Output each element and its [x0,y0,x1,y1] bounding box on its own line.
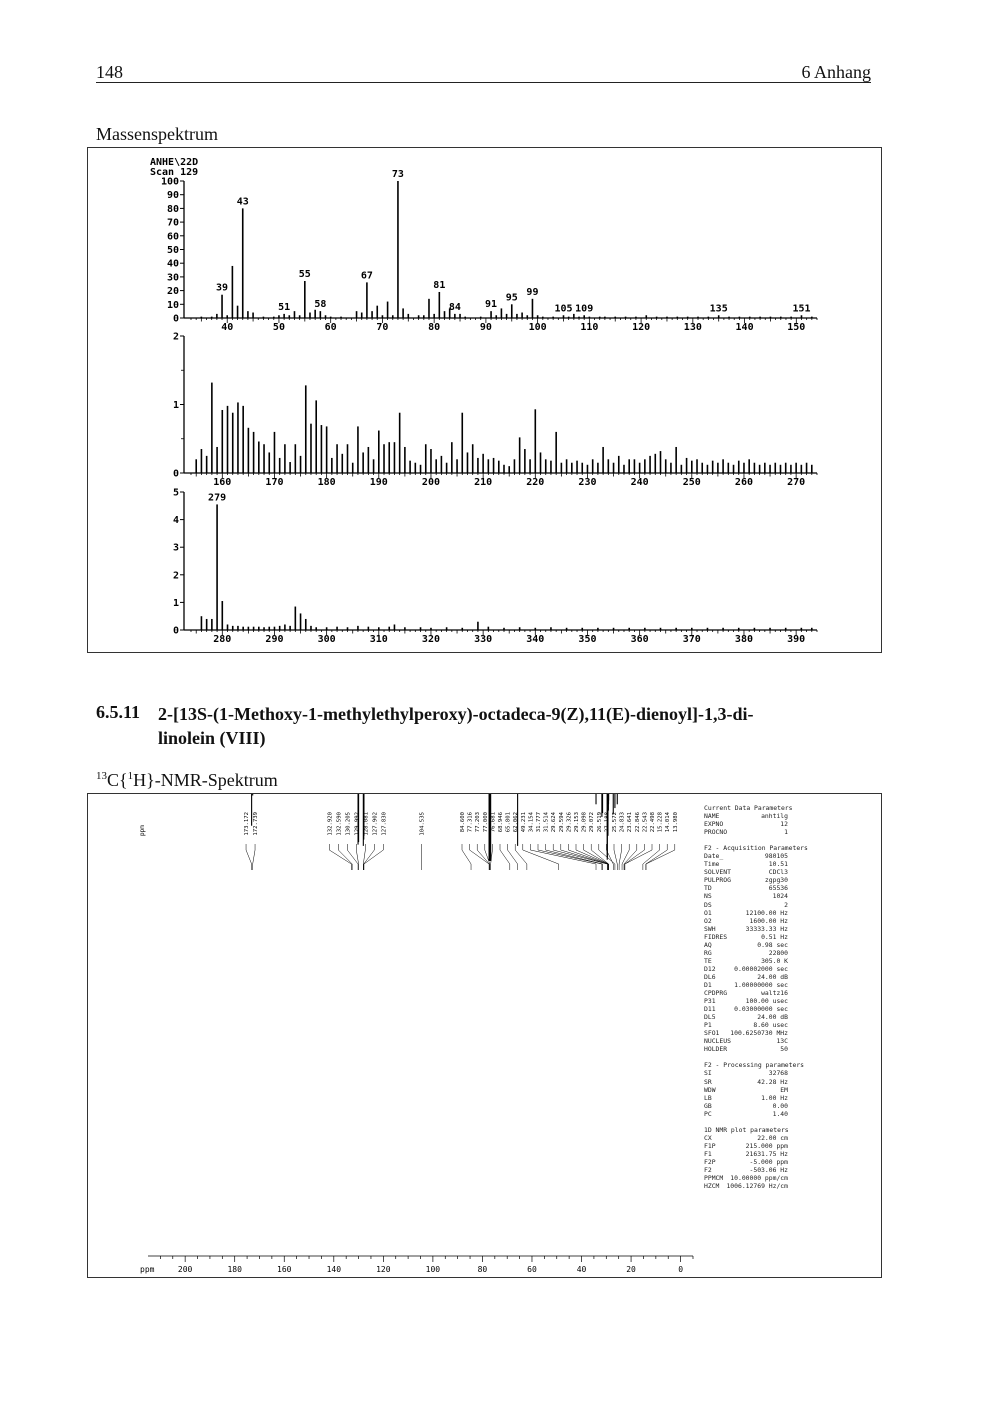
param-key: DS [704,900,712,909]
param-value: 1006.12769 Hz/cm [726,1182,788,1191]
ms-y-tick-label: 0 [172,625,179,637]
param-value: 65536 [768,884,788,893]
ms-x-tick-label: 350 [578,634,597,645]
param-row [704,973,874,981]
ms-x-tick-label: 340 [526,634,545,645]
ms-y-tick-label: 40 [166,258,179,270]
ms-x-tick-label: 60 [324,322,337,333]
ms-y-tick-label: 30 [166,272,179,284]
nmr-peak-label: 34.154 [528,812,535,833]
param-value: 2 [784,900,788,909]
param-value: 0.00 [772,1101,788,1110]
param-key: O2 [704,916,712,925]
nmr-peak-label: 13.980 [672,812,679,833]
nmr-peak-label: 27.188 [604,812,611,833]
param-row [704,1102,874,1110]
param-value: 24.00 dB [757,1013,788,1022]
ms-y-tick-label: 0 [172,468,179,480]
ms-y-tick-label: 90 [166,190,179,202]
param-value: 22.00 cm [757,1133,788,1142]
section-title-line1: 2-[13S-(1-Methoxy-1-methylethylperoxy)-octadeca-9(Z),11(E)-dienoyl]-1,3-di- [158,704,754,724]
param-row [704,1166,874,1174]
param-value: EM [780,1085,788,1094]
param-row [704,884,874,892]
nmr-peak-label: 49.231 [520,812,527,833]
param-key: HZCM [704,1182,720,1191]
param-value: 0.03000000 sec [734,1005,788,1014]
ms-x-tick-label: 250 [682,477,701,488]
param-key: NAME [704,812,720,821]
param-key: P31 [704,997,716,1006]
param-key: PULPROG [704,876,731,885]
ms-x-tick-label: 370 [682,634,701,645]
param-row [704,1005,874,1013]
param-key: RG [704,948,712,957]
ms-peak-label: 91 [485,299,498,311]
ms-x-tick-label: 50 [272,322,285,333]
ms-x-tick-label: 310 [369,634,388,645]
param-value: waltz16 [761,989,788,998]
nmr-peak-label: 65.801 [505,812,512,833]
param-key: AQ [704,940,712,949]
param-row [704,965,874,973]
nmr-peak-label: 68.946 [498,812,504,833]
nmr-leader-line [619,844,621,870]
ms-y-tick-label: 20 [166,286,179,298]
param-value: -5.000 ppm [749,1157,788,1166]
ms-y-tick-label: 70 [166,217,179,229]
mass-spectrum-figure [87,147,882,653]
param-row [704,1134,874,1142]
nmr-peak-label: 77.316 [467,812,474,833]
param-value: anhtilg [761,812,788,821]
ms-peak-label: 95 [505,292,518,304]
param-value: 100.6250730 MHz [730,1029,788,1038]
param-value: 0.00002000 sec [734,964,788,973]
nmr-peak-label: 26.519 [596,812,603,833]
ms-x-tick-label: 360 [630,634,649,645]
ms-x-tick-label: 180 [317,477,336,488]
nmr-x-tick-label: 140 [326,1265,342,1274]
nmr-peak-label: 132.590 [336,812,343,836]
nmr-x-tick-label: 80 [477,1265,488,1274]
nmr-leader-line [515,844,527,870]
ms-x-tick-label: 240 [630,477,649,488]
param-key: WDW [704,1085,716,1094]
param-value: 305.0 K [761,956,788,965]
ms-x-tick-label: 230 [578,477,597,488]
nmr-leader-line [364,844,383,870]
param-key: TD [704,884,712,893]
param-row [704,917,874,925]
nmr-leader-line [614,844,617,870]
nmr-leader-line [546,844,603,870]
param-key: F1P [704,1141,716,1150]
param-row [704,1142,874,1150]
ms-peak-label: 109 [575,303,594,315]
ms-x-tick-label: 130 [683,322,702,333]
nmr-leader-line [625,844,652,870]
ms-x-tick-label: 80 [428,322,441,333]
param-value: 980105 [764,852,788,861]
ms-file-label: ANHE\22D [150,157,199,168]
nmr-peak-label: 29.624 [551,812,558,833]
nmr-x-tick-label: 40 [576,1265,587,1274]
param-row [704,852,874,860]
param-value: 24.00 dB [757,972,788,981]
nmr-peak-label: 127.830 [381,812,388,836]
param-section-title: 1D NMR plot parameters [704,1125,789,1134]
param-row [704,1045,874,1053]
nmr-leader-line [500,844,510,870]
nmr-peak-label: 31.514 [543,812,550,833]
nmr-leader-line [561,844,608,870]
ms-y-tick-label: 4 [172,515,179,527]
ms-peak-label: 279 [208,492,227,504]
nmr-peak-label: 132.920 [327,812,334,836]
param-value: 1.00000000 sec [734,980,788,989]
param-row [704,892,874,900]
ms-y-tick-label: 2 [172,331,179,343]
param-key: P1 [704,1021,712,1030]
param-section-title: F2 - Acquisition Parameters [704,844,808,853]
nmr-peak-label: 77.000 [482,812,489,833]
param-key: NS [704,892,712,901]
ms-x-tick-label: 220 [526,477,545,488]
param-row [704,941,874,949]
param-row [704,1078,874,1086]
ms-x-tick-label: 300 [317,634,336,645]
param-row [704,1150,874,1158]
nmr-peak-label: 84.600 [460,812,466,833]
param-key: D1 [704,980,712,989]
nmr-caption: $^{13}$C{$^1$H}-NMR-Spektrum [96,770,278,790]
ms-x-tick-label: 280 [213,634,232,645]
ms-peak-label: 81 [433,279,446,291]
param-value: 12100.00 Hz [745,908,788,917]
nmr-leader-line [329,844,351,870]
nmr-leader-line [591,844,608,870]
mass-spectrum-caption: Massenspektrum [96,124,218,144]
ms-y-tick-label: 60 [166,231,179,243]
param-key: Date_ [704,852,724,861]
chapter-title: 6 Anhang [801,62,871,82]
ms-peak-label: 55 [298,269,311,281]
param-key: PPMCM [704,1174,724,1183]
nmr-peak-label: 25.572 [612,812,618,833]
param-key: SFO1 [704,1029,720,1038]
nmr-peak-label: 22.498 [650,812,656,833]
nmr-leader-line [646,844,675,870]
param-key: D11 [704,1005,716,1014]
ms-peak-label: 151 [792,303,811,315]
section-title-line2: linolein (VIII) [158,728,266,748]
nmr-peak-label: 22.846 [634,812,641,833]
nmr-peak-label: 62.062 [513,812,520,833]
param-value: 10.51 [768,860,788,869]
param-value: 50 [780,1045,788,1054]
nmr-top-ppm-label: ppm [139,825,146,836]
param-row [704,957,874,965]
nmr-leader-line [625,844,645,870]
nmr-x-tick-label: 60 [527,1265,537,1274]
param-value: 1024 [772,892,788,901]
nmr-leader-line [470,844,489,870]
ms-x-tick-label: 100 [528,322,547,333]
nmr-peak-label: 129.992 [354,812,361,836]
ms-x-tick-label: 390 [787,634,806,645]
ms-x-tick-label: 260 [734,477,753,488]
param-key: F1 [704,1149,712,1158]
header-rule [96,82,871,83]
nmr-x-tick-label: 120 [376,1265,391,1274]
ms-x-tick-label: 210 [474,477,493,488]
nmr-x-tick-label: 100 [425,1265,441,1274]
param-key: PROCNO [704,828,728,837]
ms-x-tick-label: 140 [735,322,754,333]
param-row [704,1110,874,1118]
ms-y-tick-label: 3 [172,542,179,554]
param-key: NUCLEUS [704,1037,731,1046]
ms-y-tick-label: 0 [172,313,179,325]
param-key: D12 [704,964,716,973]
param-value: 13C [776,1037,788,1046]
nmr-peak-label: 24.833 [619,812,626,833]
nmr-peak-label: 23.641 [627,812,634,833]
param-section-title: F2 - Processing parameters [704,1061,805,1070]
ms-y-tick-label: 2 [172,570,179,582]
param-value: -503.06 Hz [749,1165,788,1174]
nmr-peak-label: 29.594 [558,812,565,833]
ms-x-tick-label: 110 [580,322,599,333]
param-key: O1 [704,908,712,917]
ms-x-tick-label: 190 [369,477,388,488]
param-value: 32768 [768,1069,788,1078]
param-key: SWH [704,924,716,933]
param-value: 42.28 Hz [757,1077,788,1086]
ms-x-tick-label: 90 [479,322,492,333]
nmr-leader-line [253,844,255,870]
param-key: HOLDER [704,1045,728,1054]
nmr-peak-label: 29.072 [589,812,596,833]
mass-spectrum-svg [88,148,881,652]
ms-x-tick-label: 70 [376,322,389,333]
nmr-peak-label: 128.081 [363,812,370,836]
param-key: EXPNO [704,820,724,829]
nmr-peak-label: 173.172 [244,812,251,836]
nmr-peak-label: 76.681 [490,812,497,833]
param-row [704,1174,874,1182]
ms-x-tick-label: 120 [632,322,651,333]
ms-peak-label: 58 [314,299,327,311]
ms-x-tick-label: 40 [221,322,234,333]
param-value: 0.51 Hz [761,932,788,941]
param-row [704,1086,874,1094]
ms-peak-label: 99 [526,286,539,298]
ms-x-tick-label: 330 [474,634,493,645]
nmr-peak-label: 29.098 [581,812,588,833]
param-row [704,933,874,941]
param-key: DL5 [704,1013,716,1022]
ms-x-tick-label: 200 [421,477,440,488]
param-row [704,909,874,917]
ms-scan-label: Scan 129 [150,167,199,178]
nmr-peak-label: 29.153 [574,812,580,833]
param-row [704,997,874,1005]
ms-peak-label: 135 [709,303,728,315]
param-row [704,949,874,957]
nmr-peak-label: 77.203 [475,812,482,833]
nmr-peak-label: 29.326 [566,812,573,833]
param-key: CPDPRG [704,989,728,998]
nmr-peak-label: 130.205 [345,812,352,836]
ms-x-tick-label: 270 [787,477,806,488]
param-key: PC [704,1109,712,1118]
param-value: 22800 [768,948,788,957]
nmr-peak-label: 31.777 [536,812,542,833]
param-key: FIDRES [704,932,728,941]
param-key: SR [704,1077,712,1086]
nmr-x-tick-label: 200 [177,1265,193,1274]
ms-x-tick-label: 290 [265,634,284,645]
param-key: SI [704,1069,712,1078]
param-value: 21631.75 Hz [745,1149,788,1158]
param-row [704,1069,874,1077]
param-row [704,876,874,884]
param-key: SOLVENT [704,868,731,877]
nmr-peak-label: 22.543 [642,812,649,833]
nmr-leader-line [622,844,629,870]
nmr-x-tick-label: 160 [277,1265,292,1274]
param-key: CX [704,1133,712,1142]
param-row [704,1094,874,1102]
nmr-peak-label: 104.535 [419,812,426,836]
param-key: LB [704,1093,712,1102]
ms-peak-label: 105 [554,303,573,315]
param-row [704,1158,874,1166]
ms-x-tick-label: 380 [734,634,753,645]
param-row [704,828,874,836]
param-row [704,1182,874,1190]
nmr-peak-label: 127.902 [372,812,379,836]
param-row [704,820,874,828]
ms-y-tick-label: 5 [172,487,179,499]
page-number: 148 [96,62,123,82]
section-number: 6.5.11 [96,702,141,722]
param-row [704,1021,874,1029]
ms-x-tick-label: 160 [213,477,232,488]
ms-y-tick-label: 80 [166,203,179,215]
ms-y-tick-label: 10 [166,299,179,311]
nmr-parameters [704,804,874,1190]
param-row [704,1029,874,1037]
param-value: 33333.33 Hz [745,924,788,933]
param-value: 10.00000 ppm/cm [730,1174,788,1183]
param-value: 100.00 usec [745,997,788,1006]
param-value: CDCl3 [768,868,788,877]
ms-y-tick-label: 50 [166,245,179,256]
param-key: F2 [704,1165,712,1174]
param-value: 1.00 Hz [761,1093,788,1102]
param-value: 0.98 sec [757,940,788,949]
nmr-x-tick-label: 180 [227,1265,242,1274]
param-key: DL6 [704,972,716,981]
param-row [704,860,874,868]
nmr-x-tick-label: 0 [678,1265,684,1274]
ms-peak-label: 67 [360,270,373,282]
param-value: zgpg30 [764,876,788,885]
param-row [704,1037,874,1045]
nmr-peak-label: 172.739 [253,812,260,836]
ms-x-tick-label: 150 [787,322,806,333]
param-row [704,981,874,989]
param-value: 1600.00 Hz [749,916,788,925]
ms-peak-label: 39 [216,282,229,294]
ms-peak-label: 51 [278,301,291,313]
nmr-peak-label: 15.228 [657,812,664,833]
nmr-x-tick-label: 20 [626,1265,636,1274]
ms-peak-label: 43 [236,196,249,208]
nmr-leader-line [643,844,660,870]
param-row [704,901,874,909]
param-key: Time [704,860,720,869]
param-value: 1 [784,828,788,837]
param-row [704,989,874,997]
ms-peak-label: 84 [448,301,461,313]
param-row [704,1013,874,1021]
param-row [704,868,874,876]
section-title [158,702,878,750]
ms-x-tick-label: 320 [421,634,440,645]
param-key: F2P [704,1157,716,1166]
param-value: 12 [780,820,788,829]
param-value: 1.40 [772,1109,788,1118]
nmr-leader-line [553,844,607,870]
param-value: 215.000 ppm [745,1141,788,1150]
nmr-axis-unit: ppm [140,1265,155,1274]
ms-y-tick-label: 100 [160,176,179,188]
nmr-peak-label: 14.014 [665,812,672,833]
param-row [704,925,874,933]
nmr-leader-line [646,844,667,870]
ms-peak-label: 73 [391,169,404,180]
ms-y-tick-label: 1 [172,400,179,411]
nmr-leader-line [246,844,252,870]
nmr-leader-line [508,844,518,870]
param-section-title: Current Data Parameters [704,804,793,812]
param-key: GB [704,1101,712,1110]
param-key: TE [704,956,712,965]
ms-y-tick-label: 1 [172,597,179,609]
ms-x-tick-label: 170 [265,477,284,488]
param-value: 8.60 usec [753,1021,788,1030]
param-row [704,812,874,820]
